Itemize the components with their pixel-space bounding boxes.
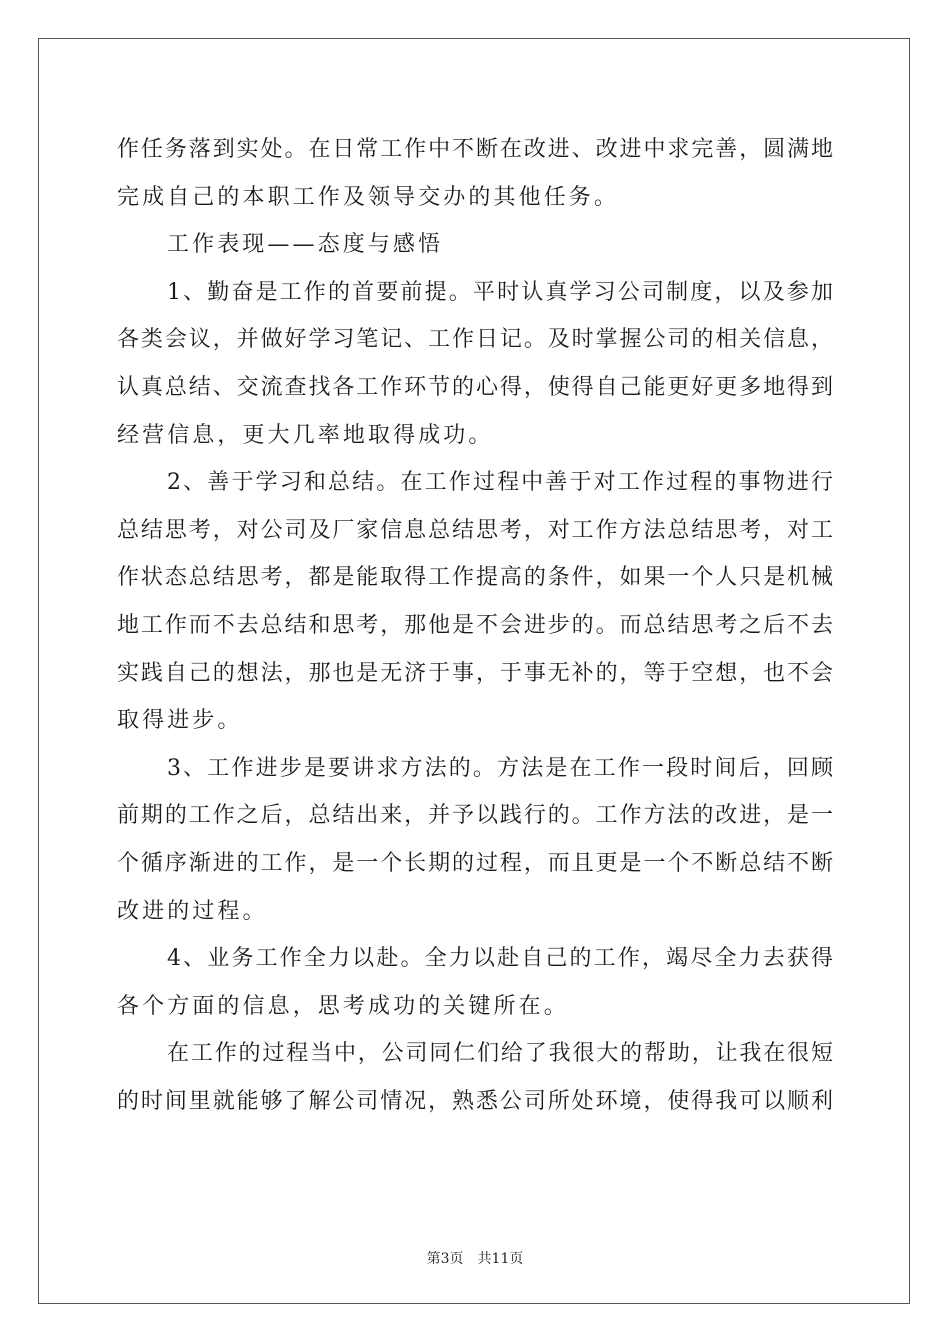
text-line: 3、工作进步是要讲求方法的。方法是在工作一段时间后，回顾 xyxy=(167,755,833,781)
text-line: 1、勤奋是工作的首要前提。平时认真学习公司制度，以及参加 xyxy=(167,279,833,305)
text-line: 地工作而不去总结和思考，那他是不会进步的。而总结思考之后不去 xyxy=(117,612,833,638)
text-line: 取得进步。 xyxy=(117,708,243,734)
text-line: 前期的工作之后，总结出来，并予以践行的。工作方法的改进，是一 xyxy=(117,803,833,829)
text-line: 在工作的过程当中，公司同仁们给了我很大的帮助，让我在很短 xyxy=(167,1041,833,1067)
text-line: 完成自己的本职工作及领导交办的其他任务。 xyxy=(117,184,620,210)
text-line: 4、业务工作全力以赴。全力以赴自己的工作，竭尽全力去获得 xyxy=(167,946,833,972)
page-footer xyxy=(0,1248,950,1268)
text-line: 经营信息，更大几率地取得成功。 xyxy=(117,422,494,448)
text-line: 实践自己的想法，那也是无济于事，于事无补的，等于空想，也不会 xyxy=(117,660,833,686)
text-line: 作状态总结思考，都是能取得工作提高的条件，如果一个人只是机械 xyxy=(117,565,833,591)
text-line: 总结思考，对公司及厂家信息总结思考，对工作方法总结思考，对工 xyxy=(117,517,833,543)
section-heading: 工作表现——态度与感悟 xyxy=(167,232,444,258)
page-number: 第3页 xyxy=(426,1251,464,1267)
text-line: 改进的过程。 xyxy=(117,898,268,924)
page-total: 共11页 xyxy=(477,1251,524,1267)
text-line: 各个方面的信息，思考成功的关键所在。 xyxy=(117,993,569,1019)
text-line: 的时间里就能够了解公司情况，熟悉公司所处环境，使得我可以顺利 xyxy=(117,1088,833,1114)
text-line: 作任务落到实处。在日常工作中不断在改进、改进中求完善，圆满地 xyxy=(117,137,833,162)
text-line: 个循序渐进的工作，是一个长期的过程，而且更是一个不断总结不断 xyxy=(117,850,833,876)
text-line: 认真总结、交流查找各工作环节的心得，使得自己能更好更多地得到 xyxy=(117,374,833,400)
text-line: 2、善于学习和总结。在工作过程中善于对工作过程的事物进行 xyxy=(167,470,833,496)
document-body xyxy=(117,126,833,1125)
text-line: 各类会议，并做好学习笔记、工作日记。及时掌握公司的相关信息， xyxy=(117,327,833,353)
